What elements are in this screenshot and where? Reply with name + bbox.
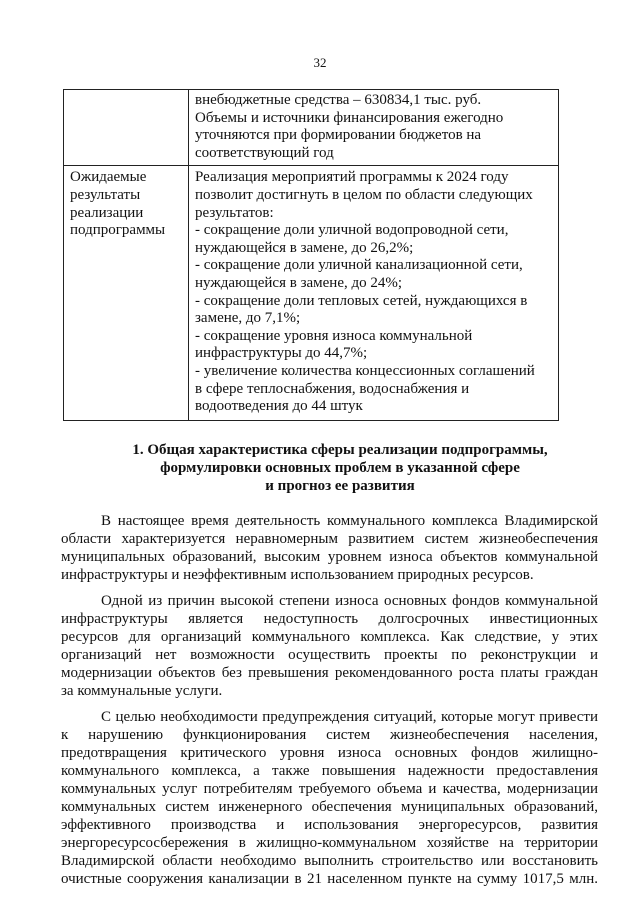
text-line: к нарушению функционирования систем жизнеобеспечения населения,	[61, 727, 598, 743]
text-line: нуждающейся в замене, до 26,2%;	[195, 239, 414, 256]
table-cell-expected-results	[189, 166, 559, 420]
body-text	[61, 512, 598, 896]
text-line: предотвращения критического уровня износа основных фондов жилищно-	[61, 745, 598, 761]
text-line: за коммунальные услуги.	[61, 683, 223, 699]
text-line: области характеризуется неравномерным развитием систем жизнеобеспечения	[61, 531, 598, 547]
table-cell-expected-results-label	[64, 166, 189, 420]
text-line: очистные сооружения канализации в 21 населенном пункте на сумму 1017,5 млн.	[61, 871, 598, 887]
text-line: Владимирской области необходимо выполнить строительство или восстановить	[61, 853, 598, 869]
text-line: - сокращение доли уличной водопроводной сети,	[195, 222, 509, 239]
text-line: замене, до 7,1%;	[195, 310, 301, 327]
text-line: водоотведения до 44 штук	[195, 398, 363, 415]
text-line: С целью необходимости предупреждения ситуаций, которые могут привести	[101, 709, 598, 725]
paragraph	[61, 708, 598, 888]
text-line: коммунальных услуг потребителям требуемого объема и качества, модернизации	[61, 781, 598, 797]
text-line: ресурсов для организаций коммунального комплекса. Как следствие, у этих	[61, 629, 598, 645]
heading-line: 1. Общая характеристика сферы реализации подпрограммы,	[132, 442, 548, 458]
text-line: Реализация мероприятий программы к 2024 году	[195, 169, 509, 186]
text-line: позволит достигнуть в целом по области следующих	[195, 186, 533, 203]
text-line: Одной из причин высокой степени износа основных фондов коммунальной	[101, 593, 598, 609]
subprogram-passport-table	[63, 89, 559, 421]
text-line: результаты	[70, 186, 141, 203]
text-line: модернизации объектов без превышения рекомендованного роста платы граждан	[61, 665, 598, 681]
text-line: организаций нет возможности осуществить проекты по реконструкции и	[61, 647, 598, 663]
paragraph	[61, 512, 598, 584]
text-line: результатов:	[195, 204, 274, 221]
text-line: энергоресурсосбережения в жилищно-коммунальном хозяйстве на территории	[61, 835, 598, 851]
text-line: В настоящее время деятельность коммунального комплекса Владимирской	[101, 513, 598, 529]
text-line: - сокращение доли тепловых сетей, нуждающихся в	[195, 292, 528, 309]
text-line: в сфере теплоснабжения, водоснабжения и	[195, 380, 470, 397]
text-line: соответствующий год	[195, 144, 334, 161]
text-line: - увеличение количества концессионных соглашений	[195, 362, 535, 379]
text-line: нуждающейся в замене, до 24%;	[195, 274, 403, 291]
text-line: коммунальных систем инженерного обеспечения муниципальных образований,	[61, 799, 598, 815]
table-row	[64, 90, 559, 166]
text-line: инфраструктуры является недоступность долгосрочных инвестиционных	[61, 611, 598, 627]
text-line: - сокращение доли уличной канализационной сети,	[195, 257, 523, 274]
text-line: эффективного производства и использования энергоресурсов, развития	[61, 817, 598, 833]
heading-line: формулировки основных проблем в указанной сфере	[160, 460, 520, 476]
text-line: - сокращение уровня износа коммунальной	[195, 327, 473, 344]
text-line: инфраструктуры до 44,7%;	[195, 345, 368, 362]
table-row	[64, 166, 559, 420]
text-line: коммунального комплекса, а также повышения надежности предоставления	[61, 763, 598, 779]
text-line: внебюджетные средства – 630834,1 тыс. руб.	[195, 92, 482, 108]
text-line: подпрограммы	[70, 222, 166, 239]
text-line: уточняются при формировании бюджетов на	[195, 127, 482, 144]
page-number: 32	[313, 55, 327, 70]
table-cell-financing	[189, 90, 559, 166]
text-line: Ожидаемые	[70, 169, 147, 186]
text-line: реализации	[70, 204, 144, 221]
section-heading	[80, 441, 600, 495]
text-line: муниципальных образований, высоким уровнем износа объектов коммунальной	[61, 549, 598, 565]
paragraph	[61, 592, 598, 700]
heading-line: и прогноз ее развития	[265, 478, 415, 494]
table-cell-empty	[64, 90, 189, 166]
text-line: Объемы и источники финансирования ежегодно	[195, 109, 504, 126]
text-line: инфраструктуры и неэффективным использованием природных ресурсов.	[61, 567, 534, 583]
